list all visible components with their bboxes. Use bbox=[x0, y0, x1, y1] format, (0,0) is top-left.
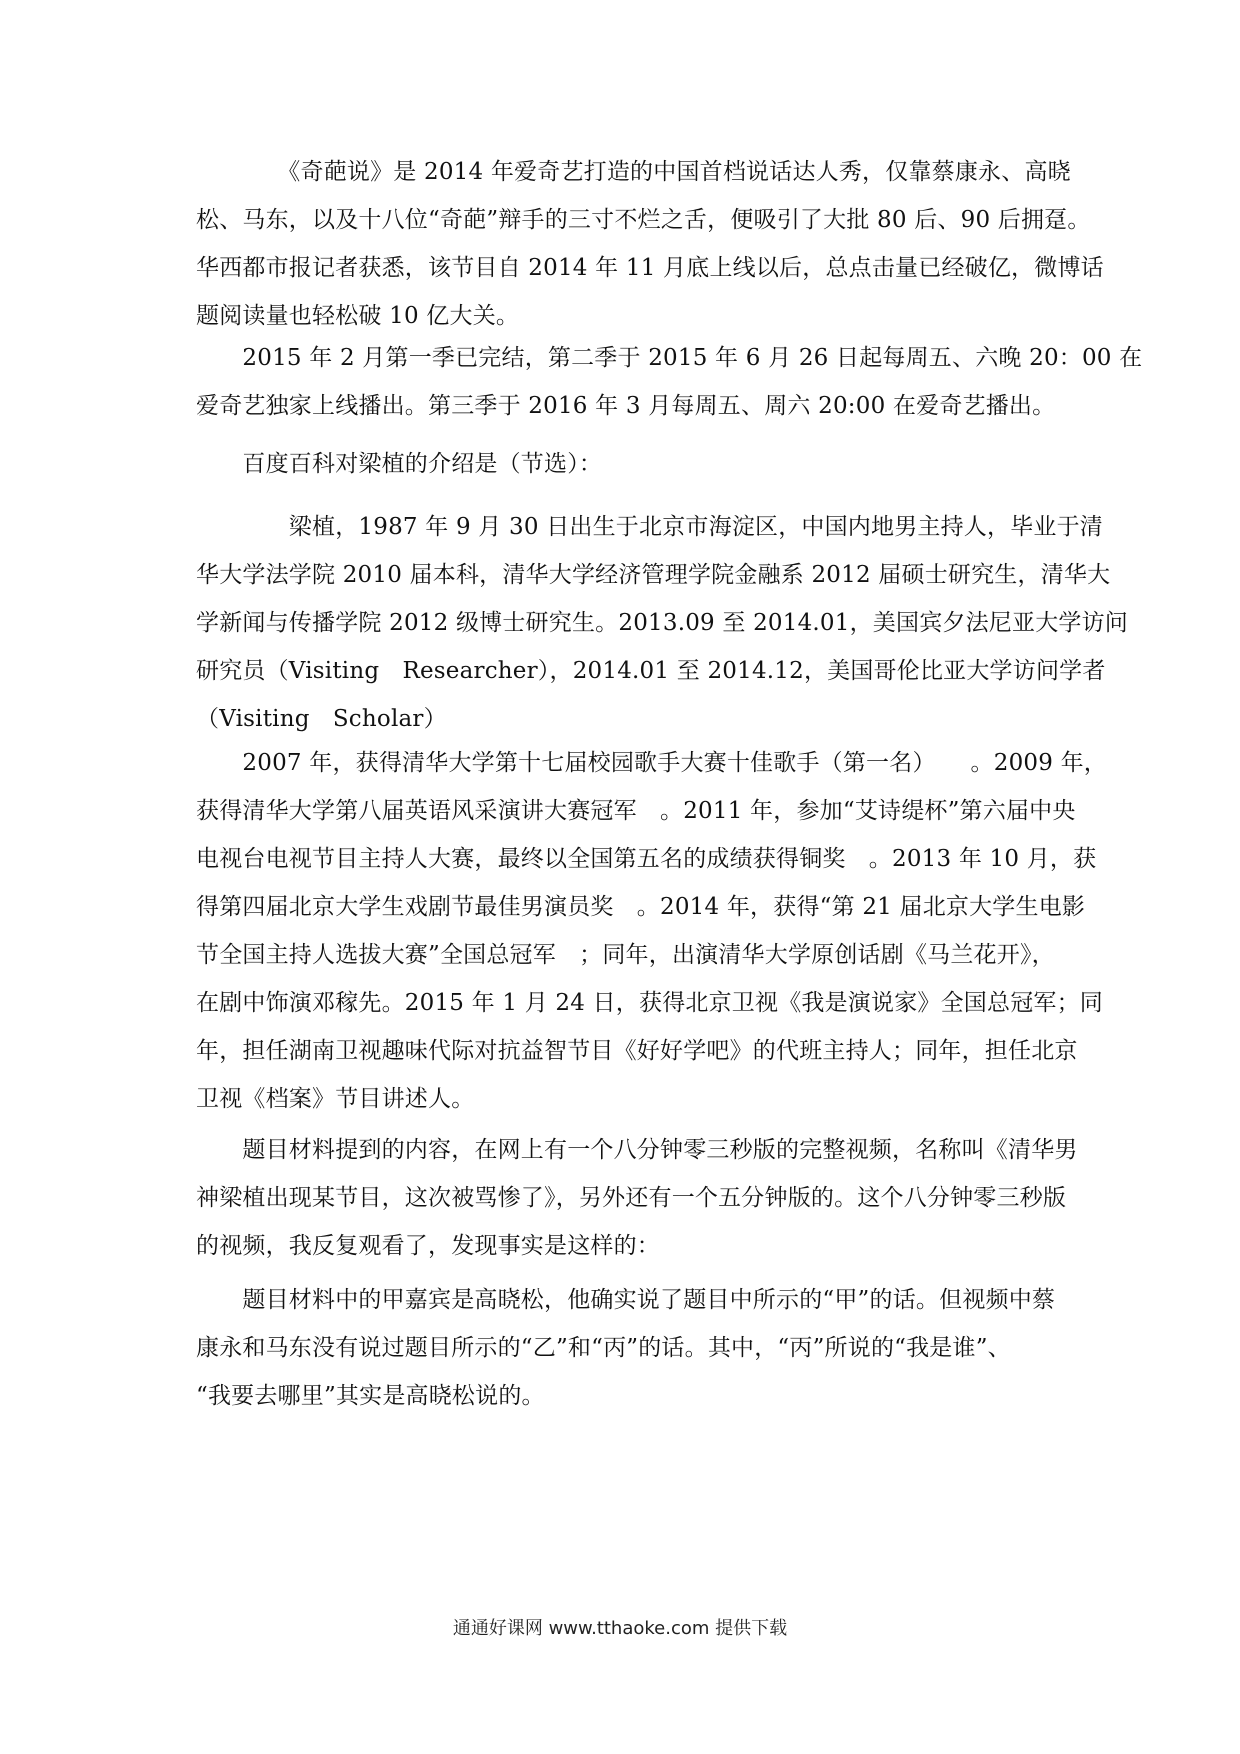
text-line: 卫视《档案》节目讲述人。 bbox=[196, 1086, 475, 1112]
text-line: 爱奇艺独家上线播出。第三季于 2016 年 3 月每周五、周六 20:00 在爱奇艺播出。 bbox=[196, 393, 1056, 419]
text-line: 华大学法学院 2010 届本科，清华大学经济管理学院金融系 2012 届硕士研究生，清华大 bbox=[196, 562, 1111, 588]
text-line: （Visiting Scholar） bbox=[196, 706, 447, 732]
paragraph-baike-heading bbox=[196, 440, 1096, 488]
text-line: 节全国主持人选拔大赛”全国总冠军 ；同年，出演清华大学原创话剧《马兰花开》， bbox=[196, 942, 1055, 968]
text-line: 在剧中饰演邓稼先。2015 年 1 月 24 日，获得北京卫视《我是演说家》全国总冠军；同 bbox=[196, 990, 1103, 1016]
text-line: 题阅读量也轻松破 10 亿大关。 bbox=[196, 303, 520, 329]
text-line: 学新闻与传播学院 2012 级博士研究生。2013.09 至 2014.01，美国宾夕法尼亚大学访问 bbox=[196, 610, 1128, 636]
text-line: 康永和马东没有说过题目所示的“乙”和“丙”的话。其中，“丙”所说的“我是谁”、 bbox=[196, 1335, 1011, 1361]
text-line: 《奇葩说》是 2014 年爱奇艺打造的中国首档说话达人秀，仅靠蔡康永、高晓 bbox=[196, 159, 1071, 185]
paragraph-season-schedule bbox=[196, 334, 1143, 430]
text-line: 电视台电视节目主持人大赛，最终以全国第五名的成绩获得铜奖 。2013 年 10 月，获 bbox=[196, 846, 1097, 872]
text-line: 题目材料中的甲嘉宾是高晓松，他确实说了题目中所示的“甲”的话。但视频中蔡 bbox=[196, 1287, 1056, 1313]
page-footer: 通通好课网 www.tthaoke.com 提供下载 bbox=[452, 1618, 788, 1639]
paragraph-liangzhi-bio bbox=[196, 503, 1128, 743]
text-line: 题目材料提到的内容，在网上有一个八分钟零三秒版的完整视频，名称叫《清华男 bbox=[196, 1137, 1078, 1163]
text-line: 2007 年，获得清华大学第十七届校园歌手大赛十佳歌手（第一名） 。2009 年， bbox=[196, 750, 1107, 776]
text-line: “我要去哪里”其实是高晓松说的。 bbox=[196, 1383, 545, 1409]
text-line: 百度百科对梁植的介绍是（节选）： bbox=[196, 451, 603, 477]
text-line: 的视频，我反复观看了，发现事实是这样的： bbox=[196, 1233, 660, 1259]
paragraph-video-description bbox=[196, 1126, 1096, 1270]
paragraph-liangzhi-awards bbox=[196, 739, 1107, 1123]
text-line: 年，担任湖南卫视趣味代际对抗益智节目《好好学吧》的代班主持人；同年，担任北京 bbox=[196, 1038, 1078, 1064]
text-line: 研究员（Visiting Researcher），2014.01 至 2014.12，美国哥伦比亚大学访问学者 bbox=[196, 658, 1106, 684]
text-line: 获得清华大学第八届英语风采演讲大赛冠军 。2011 年，参加“艾诗缇杯”第六届中央 bbox=[196, 798, 1076, 824]
text-line: 华西都市报记者获悉，该节目自 2014 年 11 月底上线以后，总点击量已经破亿，微博话 bbox=[196, 255, 1104, 281]
text-line: 松、马东，以及十八位“奇葩”辩手的三寸不烂之舌，便吸引了大批 80 后、90 后拥趸。 bbox=[196, 207, 1091, 233]
text-line: 梁植，1987 年 9 月 30 日出生于北京市海淀区，中国内地男主持人，毕业于清 bbox=[196, 514, 1103, 540]
text-line: 2015 年 2 月第一季已完结，第二季于 2015 年 6 月 26 日起每周五、六晚 20：00 在 bbox=[196, 345, 1143, 371]
paragraph-qipashuo-intro bbox=[196, 148, 1104, 340]
text-line: 神梁植出现某节目，这次被骂惨了》，另外还有一个五分钟版的。这个八分钟零三秒版 bbox=[196, 1185, 1067, 1211]
text-line: 得第四届北京大学生戏剧节最佳男演员奖 。2014 年，获得“第 21 届北京大学生电影 bbox=[196, 894, 1086, 920]
paragraph-findings bbox=[196, 1276, 1096, 1420]
